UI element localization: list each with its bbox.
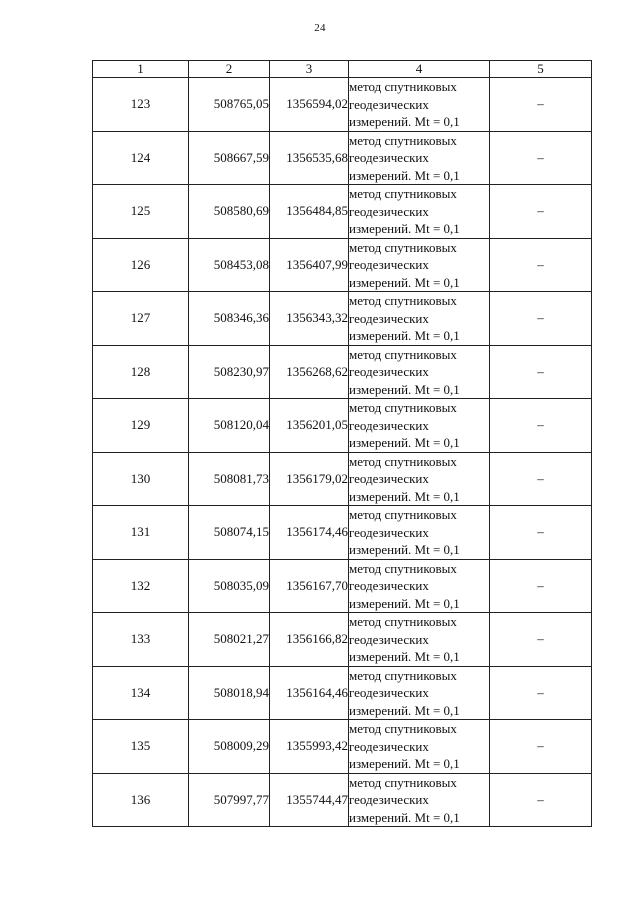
method-line: метод спутниковых [349,507,457,522]
method-line: геодезических [349,310,429,326]
method-line: геодезических [349,524,429,540]
y-coordinate-cell: 1356407,99 [270,238,349,292]
y-coordinate-cell: 1355744,47 [270,773,349,827]
method-line: метод спутниковых [349,614,457,629]
point-number-cell: 135 [93,720,189,774]
header-col-3: 3 [270,61,349,78]
method-line: геодезических [349,685,429,700]
method-cell [349,131,490,185]
y-coordinate-cell: 1356343,32 [270,292,349,346]
header-col-1: 1 [93,61,189,78]
x-coordinate-cell: 508081,73 [189,452,270,506]
method-line: измерений. Mt = 0,1 [349,381,460,397]
method-line: геодезических [349,792,429,807]
point-number-cell: 132 [93,559,189,613]
point-number-cell: 130 [93,452,189,506]
x-coordinate-cell: 508035,09 [189,559,270,613]
y-coordinate-cell: 1356167,70 [270,559,349,613]
point-number-cell: 127 [93,292,189,346]
method-cell [349,666,490,720]
note-cell: – [490,559,592,613]
method-cell [349,613,490,667]
point-number-cell: 134 [93,666,189,720]
method-line: измерений. Mt = 0,1 [349,649,460,664]
method-line: метод спутниковых [349,132,457,148]
method-line: измерений. Mt = 0,1 [349,328,460,343]
method-line: метод спутниковых [349,79,457,94]
method-cell [349,292,490,346]
point-number-cell: 133 [93,613,189,667]
x-coordinate-cell: 508453,08 [189,238,270,292]
note-cell: – [490,185,592,239]
table-row [93,238,592,292]
note-cell: – [490,345,592,399]
y-coordinate-cell: 1356164,46 [270,666,349,720]
x-coordinate-cell: 508018,94 [189,666,270,720]
table-row [93,399,592,453]
page-number: 24 [314,22,326,34]
x-coordinate-cell: 508021,27 [189,613,270,667]
point-number-cell: 131 [93,506,189,560]
table-body [93,78,592,827]
method-line: метод спутниковых [349,453,457,469]
x-coordinate-cell: 507997,77 [189,773,270,827]
point-number-cell: 136 [93,773,189,827]
point-number-cell: 129 [93,399,189,453]
y-coordinate-cell: 1356166,82 [270,613,349,667]
note-cell: – [490,238,592,292]
method-line: измерений. Mt = 0,1 [349,809,460,825]
method-line: геодезических [349,150,429,165]
x-coordinate-cell: 508074,15 [189,506,270,560]
method-line: измерений. Mt = 0,1 [349,756,460,771]
table-row [93,613,592,667]
x-coordinate-cell: 508667,59 [189,131,270,185]
table-row [93,345,592,399]
method-line: измерений. Mt = 0,1 [349,274,460,290]
table-row [93,131,592,185]
note-cell: – [490,613,592,667]
table-row [93,506,592,560]
y-coordinate-cell: 1356484,85 [270,185,349,239]
point-number-cell: 123 [93,78,189,132]
method-line: геодезических [349,738,429,754]
y-coordinate-cell: 1355993,42 [270,720,349,774]
header-col-4: 4 [349,61,490,78]
method-cell [349,452,490,506]
method-line: измерений. Mt = 0,1 [349,542,460,557]
method-line: геодезических [349,578,429,593]
method-line: измерений. Mt = 0,1 [349,702,460,718]
note-cell: – [490,773,592,827]
method-line: метод спутниковых [349,400,457,415]
method-cell [349,773,490,827]
method-line: геодезических [349,364,429,379]
method-line: геодезических [349,203,429,219]
note-cell: – [490,292,592,346]
y-coordinate-cell: 1356594,02 [270,78,349,132]
x-coordinate-cell: 508346,36 [189,292,270,346]
method-cell [349,78,490,132]
note-cell: – [490,452,592,506]
point-number-cell: 128 [93,345,189,399]
coordinates-table [92,60,592,827]
method-cell [349,399,490,453]
y-coordinate-cell: 1356268,62 [270,345,349,399]
note-cell: – [490,720,592,774]
note-cell: – [490,506,592,560]
note-cell: – [490,399,592,453]
note-cell: – [490,666,592,720]
method-line: метод спутниковых [349,721,457,736]
method-line: измерений. Mt = 0,1 [349,114,460,129]
table-row [93,452,592,506]
y-coordinate-cell: 1356201,05 [270,399,349,453]
x-coordinate-cell: 508120,04 [189,399,270,453]
point-number-cell: 124 [93,131,189,185]
method-cell [349,345,490,399]
point-number-cell: 125 [93,185,189,239]
header-row [93,61,592,78]
y-coordinate-cell: 1356179,02 [270,452,349,506]
table-row [93,559,592,613]
x-coordinate-cell: 508765,05 [189,78,270,132]
header-col-5: 5 [490,61,592,78]
table-row [93,292,592,346]
method-line: метод спутниковых [349,293,457,308]
method-line: метод спутниковых [349,560,457,576]
method-cell [349,238,490,292]
method-line: метод спутниковых [349,239,457,255]
method-line: измерений. Mt = 0,1 [349,595,460,611]
point-number-cell: 126 [93,238,189,292]
method-line: измерений. Mt = 0,1 [349,167,460,183]
method-line: геодезических [349,96,429,112]
y-coordinate-cell: 1356535,68 [270,131,349,185]
x-coordinate-cell: 508230,97 [189,345,270,399]
method-line: геодезических [349,471,429,486]
note-cell: – [490,131,592,185]
method-line: метод спутниковых [349,346,457,362]
method-cell [349,185,490,239]
method-line: геодезических [349,631,429,647]
method-cell [349,506,490,560]
table-row [93,720,592,774]
method-line: измерений. Mt = 0,1 [349,435,460,450]
note-cell: – [490,78,592,132]
method-line: метод спутниковых [349,667,457,683]
method-line: измерений. Mt = 0,1 [349,488,460,504]
method-line: метод спутниковых [349,186,457,201]
header-col-2: 2 [189,61,270,78]
method-line: геодезических [349,257,429,272]
method-cell [349,559,490,613]
table-row [93,666,592,720]
table-row [93,773,592,827]
table-row [93,78,592,132]
x-coordinate-cell: 508580,69 [189,185,270,239]
method-line: метод спутниковых [349,774,457,790]
method-cell [349,720,490,774]
x-coordinate-cell: 508009,29 [189,720,270,774]
method-line: геодезических [349,417,429,433]
table-row [93,185,592,239]
method-line: измерений. Mt = 0,1 [349,221,460,236]
y-coordinate-cell: 1356174,46 [270,506,349,560]
